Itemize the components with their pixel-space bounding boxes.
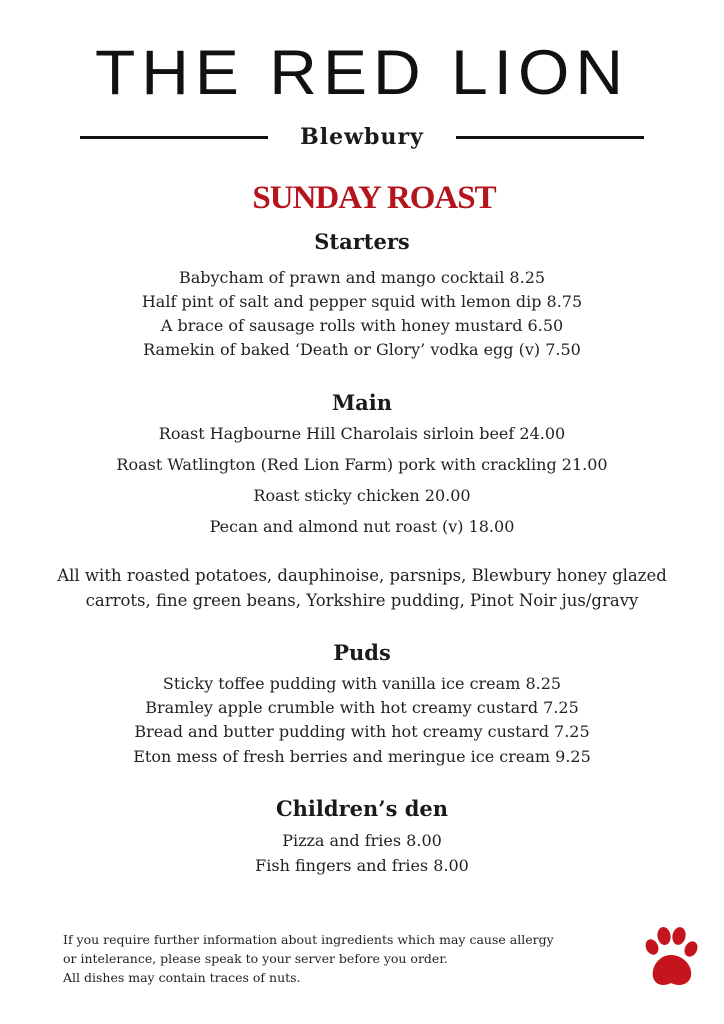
allergy-footer xyxy=(63,930,554,987)
footer-line: or intelerance, please speak to your server before you order. xyxy=(63,951,448,966)
menu-item: A brace of sausage rolls with honey mustard 6.50 xyxy=(160,316,564,335)
paw-print-icon-shapes xyxy=(643,926,699,985)
restaurant-name: THE RED LION xyxy=(94,36,630,108)
divider-right xyxy=(456,136,644,139)
section-heading-childrens-den: Children’s den xyxy=(275,796,449,821)
accompaniments-note-line: All with roasted potatoes, dauphinoise, parsnips, Blewbury honey glazed xyxy=(57,566,667,585)
menu-item: Roast sticky chicken 20.00 xyxy=(253,486,471,505)
menu-item: Roast Hagbourne Hill Charolais sirloin beef 24.00 xyxy=(158,424,566,443)
menu-item: Bramley apple crumble with hot creamy custard 7.25 xyxy=(145,698,579,717)
section-heading-starters: Starters xyxy=(314,229,410,254)
menu-item: Pecan and almond nut roast (v) 18.00 xyxy=(209,517,515,536)
footer-line: All dishes may contain traces of nuts. xyxy=(63,970,301,985)
section-heading-puds: Puds xyxy=(333,640,391,665)
menu-item: Pizza and fries 8.00 xyxy=(282,831,442,850)
menu-item: Fish fingers and fries 8.00 xyxy=(255,856,469,875)
section-heading-main: Main xyxy=(331,390,393,415)
menu-item: Eton mess of fresh berries and meringue ice cream 9.25 xyxy=(133,747,591,766)
menu-title: SUNDAY ROAST xyxy=(252,180,496,216)
menu-item: Roast Watlington (Red Lion Farm) pork with crackling 21.00 xyxy=(116,455,608,474)
menu-item: Bread and butter pudding with hot creamy custard 7.25 xyxy=(134,722,590,741)
paw-print-icon xyxy=(643,925,699,989)
location-subtitle: Blewbury xyxy=(300,124,424,150)
menu-item: Half pint of salt and pepper squid with lemon dip 8.75 xyxy=(141,292,583,311)
menu-item: Sticky toffee pudding with vanilla ice cream 8.25 xyxy=(162,674,562,693)
menu-item: Babycham of prawn and mango cocktail 8.25 xyxy=(178,268,546,287)
footer-line: If you require further information about ingredients which may cause allergy xyxy=(63,932,554,947)
menu-item: Ramekin of baked ‘Death or Glory’ vodka egg (v) 7.50 xyxy=(143,340,581,359)
accompaniments-note-line: carrots, fine green beans, Yorkshire pudding, Pinot Noir jus/gravy xyxy=(85,591,639,610)
